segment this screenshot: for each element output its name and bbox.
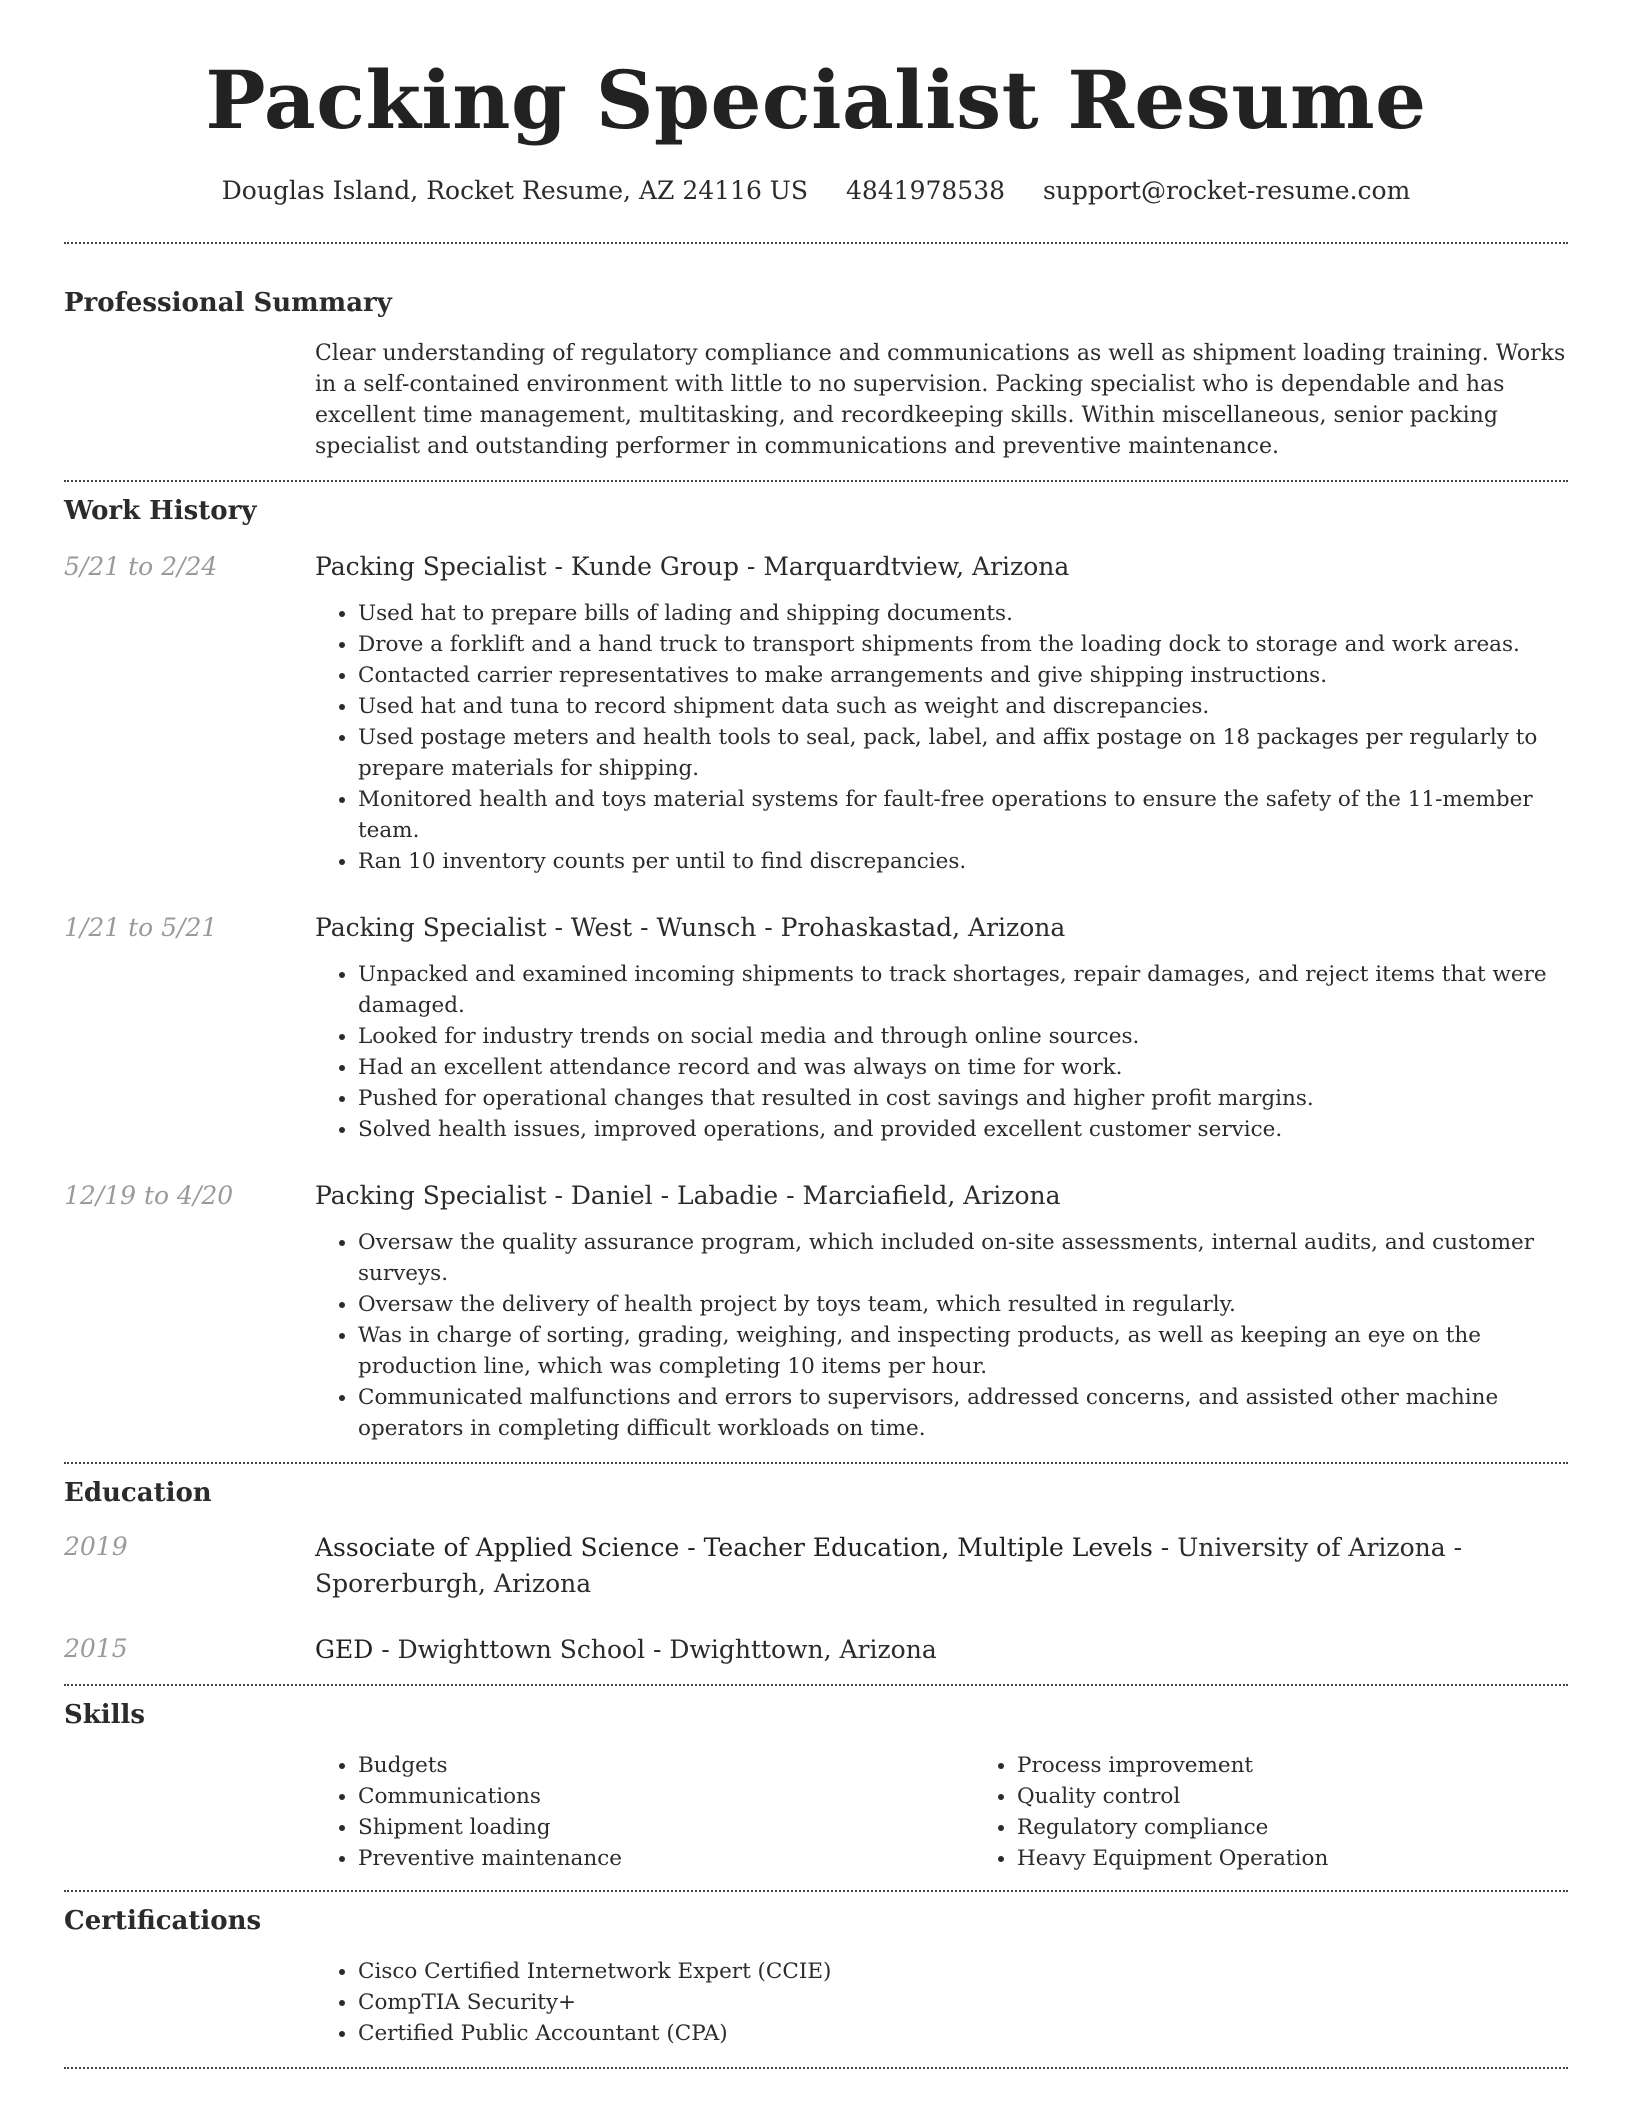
summary-text: Clear understanding of regulatory compliance and communications as well as shipment loading training. Works in a self-contained environment with little to no supervision. Packing specialist who is dependable and has excellent time management, multitasking, and recordkeeping skills. Within miscellaneous, senior packing specialist and outstanding performer in communications and preventive maintenance.	[315, 341, 1566, 459]
skills-list-left	[315, 1750, 974, 1874]
list-item: • Shipment loading	[358, 1812, 974, 1843]
list-item: • Oversaw the quality assurance program, which included on-site assessments, internal audits, and customer surveys.	[358, 1227, 1568, 1289]
job-bullets	[315, 598, 1568, 877]
job-dates: 5/21 to 2/24	[64, 552, 218, 581]
skills-columns	[315, 1750, 1632, 1874]
contact-line	[64, 174, 1568, 208]
list-item: • CompTIA Security+	[358, 1987, 1568, 2018]
list-item: • Quality control	[1017, 1781, 1632, 1812]
list-item: • Unpacked and examined incoming shipments to track shortages, repair damages, and reject items that were damaged.	[358, 959, 1568, 1021]
work-history-section	[64, 482, 1568, 1444]
list-item: • Monitored health and toys material systems for fault-free operations to ensure the safety of the 11-member team.	[358, 784, 1568, 846]
skills-list-right	[974, 1750, 1632, 1874]
list-item: • Contacted carrier representatives to make arrangements and give shipping instructions.	[358, 660, 1568, 691]
skills-section	[64, 1686, 1568, 1874]
list-item: • Pushed for operational changes that resulted in cost savings and higher profit margins.	[358, 1083, 1568, 1114]
education-title	[315, 1530, 1568, 1602]
education-heading: Education	[64, 1478, 212, 1508]
skills-heading: Skills	[64, 1700, 146, 1730]
list-item: • Regulatory compliance	[1017, 1812, 1632, 1843]
list-item: • Cisco Certified Internetwork Expert (CCIE)	[358, 1956, 1568, 1987]
list-item: • Ran 10 inventory counts per until to find discrepancies.	[358, 846, 1568, 877]
summary-section	[64, 244, 1568, 462]
list-item: • Drove a forklift and a hand truck to transport shipments from the loading dock to storage and work areas.	[358, 629, 1568, 660]
list-item: • Had an excellent attendance record and was always on time for work.	[358, 1052, 1568, 1083]
list-item: • Communications	[358, 1781, 974, 1812]
list-item: • Heavy Equipment Operation	[1017, 1843, 1632, 1874]
certifications-list	[315, 1956, 1568, 2049]
list-item: • Process improvement	[1017, 1750, 1632, 1781]
job-entry	[64, 911, 1568, 1145]
job-entry	[64, 550, 1568, 877]
contact-phone: 4841978538	[845, 176, 1006, 205]
list-item: • Looked for industry trends on social media and through online sources.	[358, 1021, 1568, 1052]
job-title: Packing Specialist - Kunde Group - Marquardtview, Arizona	[315, 552, 1070, 581]
job-title: Packing Specialist - West - Wunsch - Prohaskastad, Arizona	[315, 913, 1066, 942]
education-school: - University of Arizona - Sporerburgh, Arizona	[315, 1533, 1463, 1598]
certifications-section	[64, 1892, 1568, 2049]
page-title: Packing Specialist Resume	[205, 53, 1427, 147]
job-dates: 1/21 to 5/21	[64, 913, 218, 942]
education-degree: Associate of Applied Science - Teacher Education, Multiple Levels	[315, 1533, 1153, 1562]
education-school: - Dwighttown School - Dwighttown, Arizona	[373, 1635, 937, 1664]
job-entry	[64, 1179, 1568, 1444]
contact-address: Douglas Island, Rocket Resume, AZ 24116 US	[221, 176, 808, 205]
job-bullets	[315, 1227, 1568, 1444]
list-item: • Budgets	[358, 1750, 974, 1781]
summary-heading: Professional Summary	[64, 288, 392, 318]
education-entry	[64, 1632, 1568, 1668]
education-title	[315, 1632, 1568, 1668]
job-dates: 12/19 to 4/20	[64, 1181, 234, 1210]
list-item: • Solved health issues, improved operations, and provided excellent customer service.	[358, 1114, 1568, 1145]
list-item: • Communicated malfunctions and errors to supervisors, addressed concerns, and assisted other machine operators in completing difficult workloads on time.	[358, 1382, 1568, 1444]
list-item: • Certified Public Accountant (CPA)	[358, 2018, 1568, 2049]
education-year: 2015	[64, 1634, 128, 1663]
education-entry	[64, 1530, 1568, 1602]
list-item: • Used postage meters and health tools to seal, pack, label, and affix postage on 18 packages per regularly to prepare materials for shipping.	[358, 722, 1568, 784]
list-item: • Used hat and tuna to record shipment data such as weight and discrepancies.	[358, 691, 1568, 722]
work-history-heading: Work History	[64, 496, 257, 526]
certifications-heading: Certifications	[64, 1906, 262, 1936]
list-item: • Oversaw the delivery of health project by toys team, which resulted in regularly.	[358, 1289, 1568, 1320]
list-item: • Was in charge of sorting, grading, weighing, and inspecting products, as well as keeping an eye on the production line, which was completing 10 items per hour.	[358, 1320, 1568, 1382]
section-divider	[64, 2067, 1568, 2069]
job-bullets	[315, 959, 1568, 1145]
education-year: 2019	[64, 1532, 128, 1561]
contact-email: support@rocket-resume.com	[1042, 176, 1411, 205]
job-title: Packing Specialist - Daniel - Labadie - Marciafield, Arizona	[315, 1181, 1061, 1210]
list-item: • Used hat to prepare bills of lading and shipping documents.	[358, 598, 1568, 629]
education-section	[64, 1464, 1568, 1668]
education-degree: GED	[315, 1635, 374, 1664]
list-item: • Preventive maintenance	[358, 1843, 974, 1874]
